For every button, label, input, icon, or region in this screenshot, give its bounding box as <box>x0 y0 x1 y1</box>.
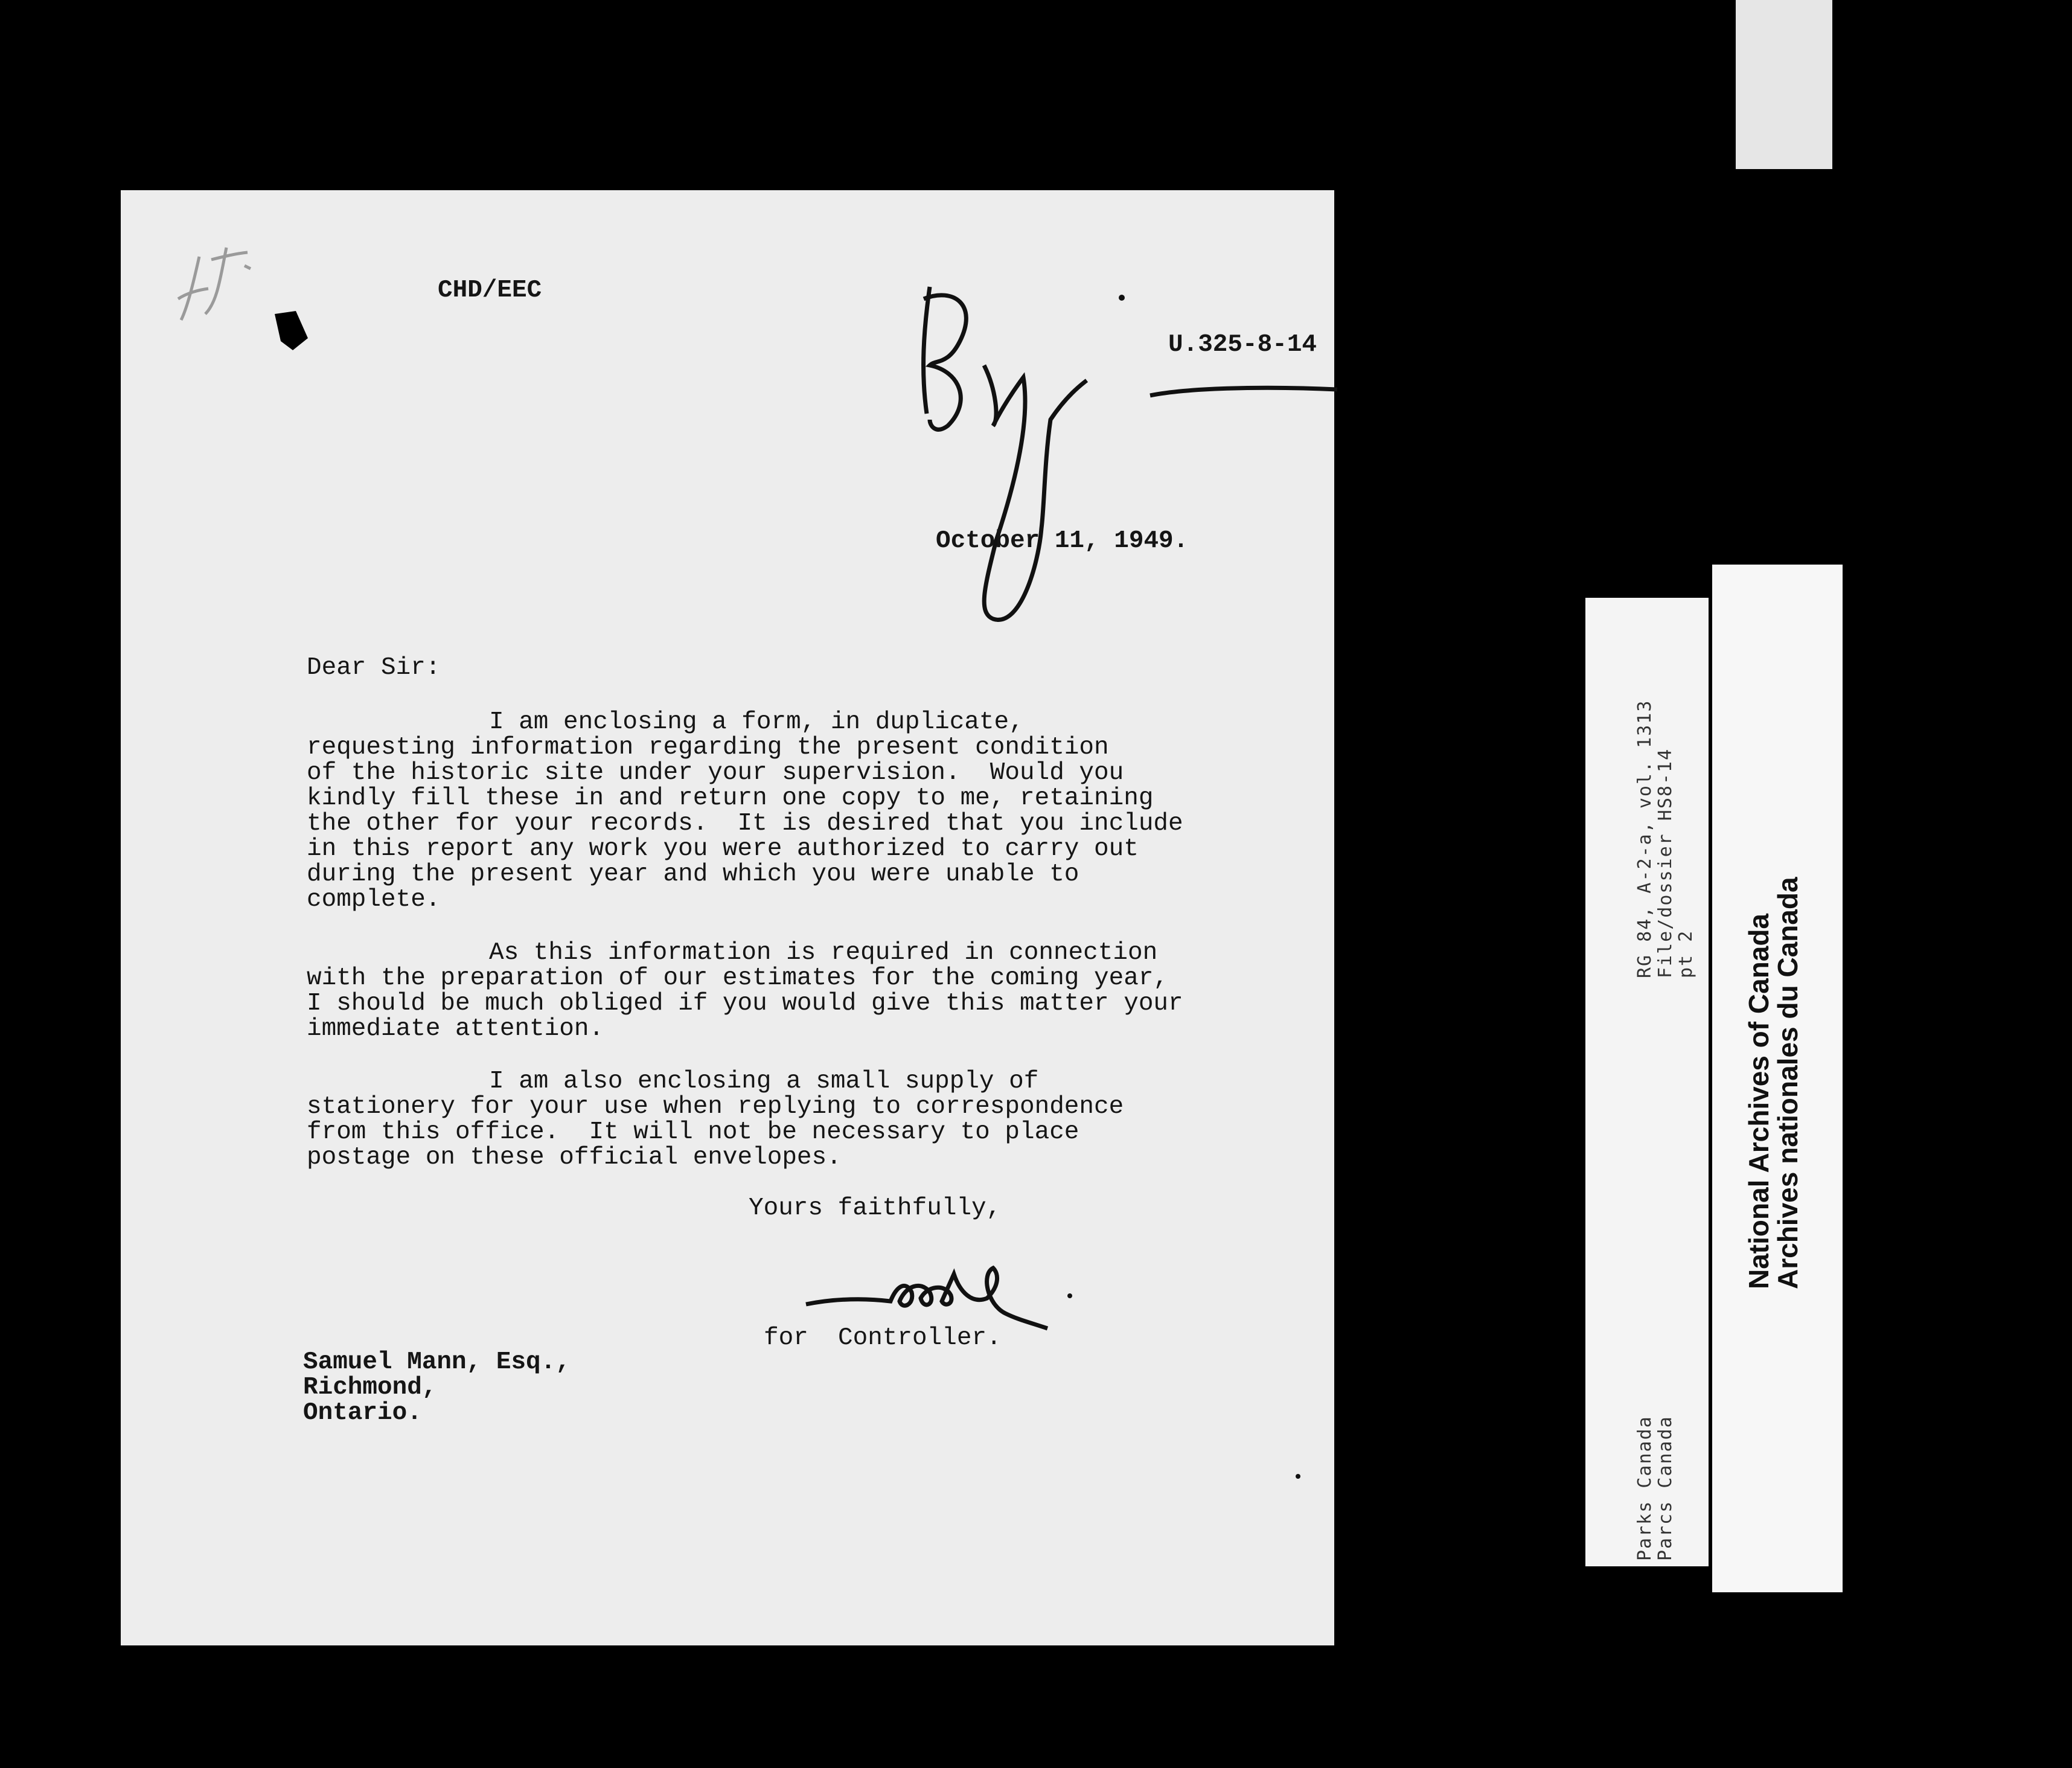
salutation: Dear Sir: <box>307 654 441 682</box>
reference-initials: CHD/EEC <box>438 277 542 304</box>
paragraph-2-line: with the preparation of our estimates for the coming year, <box>307 964 1169 992</box>
closing: Yours faithfully, <box>749 1194 1002 1222</box>
underline-stroke <box>1150 382 1337 400</box>
reference-line-2: File/dossier HS8-14 <box>1655 748 1676 978</box>
reference-line-1: RG 84, A-2-a, vol. 1313 <box>1634 699 1655 978</box>
paragraph-3-line: I am also enclosing a small supply of <box>489 1068 1039 1095</box>
archives-name-fr: Archives nationales du Canada <box>1772 877 1803 1289</box>
paragraph-2-line: As this information is required in connection <box>489 939 1158 967</box>
letter-page <box>121 190 1334 1645</box>
paragraph-2 <box>307 940 1183 1042</box>
paragraph-1-line: requesting information regarding the present condition <box>307 734 1109 761</box>
handwritten-mark <box>894 275 1135 685</box>
recipient-line: Ontario. <box>303 1399 422 1427</box>
recipient-address <box>303 1350 571 1426</box>
recipient-line: Richmond, <box>303 1374 437 1401</box>
paragraph-3-line: postage on these official envelopes. <box>307 1144 842 1171</box>
film-reel-edge <box>1736 0 1832 169</box>
paragraph-1-line: complete. <box>307 886 441 914</box>
paragraph-3-line: from this office. It will not be necessary to place <box>307 1118 1079 1146</box>
reference-line-3: pt 2 <box>1675 929 1696 978</box>
department-en: Parks Canada <box>1634 1415 1655 1561</box>
recipient-line: Samuel Mann, Esq., <box>303 1348 571 1376</box>
ink-blot <box>269 305 311 353</box>
speck <box>1295 1473 1301 1479</box>
paragraph-1-line: the other for your records. It is desired that you include <box>307 810 1183 838</box>
archive-reference-label <box>1585 598 1709 1566</box>
paragraph-1-line: in this report any work you were authorized to carry out <box>307 835 1139 863</box>
paragraph-1 <box>307 709 1183 912</box>
paragraph-2-line: I should be much obliged if you would give this matter your <box>307 990 1183 1017</box>
paragraph-3-line: stationery for your use when replying to correspondence <box>307 1093 1124 1121</box>
file-number: U.325-8-14 <box>1168 331 1317 359</box>
handwritten-initials-top-left <box>175 242 260 326</box>
letter-date: October 11, 1949. <box>936 527 1189 555</box>
paragraph-1-line: kindly fill these in and return one copy to me, retaining <box>307 784 1154 812</box>
department-fr: Parcs Canada <box>1655 1415 1676 1561</box>
paragraph-2-line: immediate attention. <box>307 1015 604 1043</box>
paragraph-1-line: during the present year and which you were unable to <box>307 860 1079 888</box>
signatory-line: for Controller. <box>764 1324 1002 1352</box>
paragraph-1-line: of the historic site under your supervision. Would you <box>307 759 1124 787</box>
archives-name-label <box>1712 565 1843 1592</box>
archives-name-en: National Archives of Canada <box>1743 913 1774 1289</box>
paragraph-1-line: I am enclosing a form, in duplicate, <box>489 708 1024 736</box>
signature <box>800 1238 1078 1334</box>
paragraph-3 <box>307 1069 1124 1170</box>
